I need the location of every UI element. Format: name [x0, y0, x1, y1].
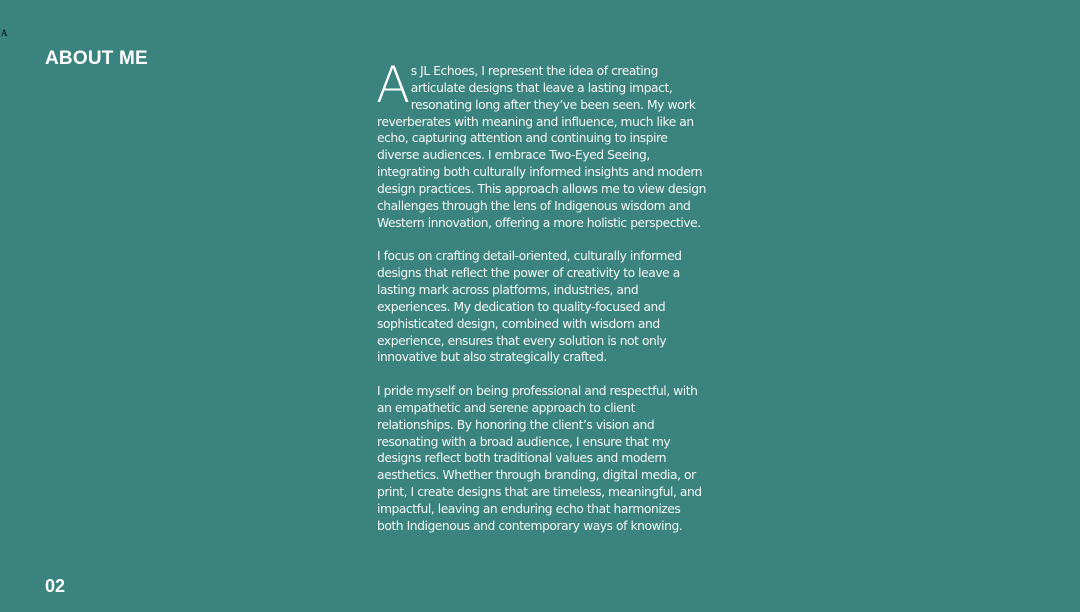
about-body [376, 56, 707, 535]
about-paragraph-3: I pride myself on being professional and respectful, with an empathetic and serene approach to client relationships. By honoring the client’s vision and resonating with a broad audience, I ensure that my designs reflect both traditional values and modern aesthetics. Whether through branding, digital media, or print, I create designs that are timeless, meaningful, and impactful, leaving an enduring echo that harmonizes both Indigenous and contemporary ways of knowing. [377, 384, 702, 533]
about-paragraph-1 [376, 56, 707, 231]
drop-cap: A [376, 56, 410, 114]
page-title: ABOUT ME [45, 48, 148, 69]
about-paragraph-2: I focus on crafting detail-oriented, culturally informed designs that reflect the power of creativity to leave a lasting mark across platforms, industries, and experiences. My dedication to quality-focused and sophisticated design, combined with wisdom and experience, ensures that every solution is not only innovative but also strategically crafted. [377, 249, 682, 365]
about-paragraph-1-text: s JL Echoes, I represent the idea of creating articulate designs that leave a lasting impact, resonating long after they’ve been seen. My work reverberates with meaning and influence, much like an echo, capturing attention and continuing to inspire diverse audiences. I embrace Two-Eyed Seeing, integrating both culturally informed insights and modern design practices. This approach allows me to view design challenges through the lens of Indigenous wisdom and Western innovation, offering a more holistic perspective. [377, 64, 706, 230]
corner-mark: A [1, 28, 8, 38]
page-number: 02 [45, 576, 66, 596]
